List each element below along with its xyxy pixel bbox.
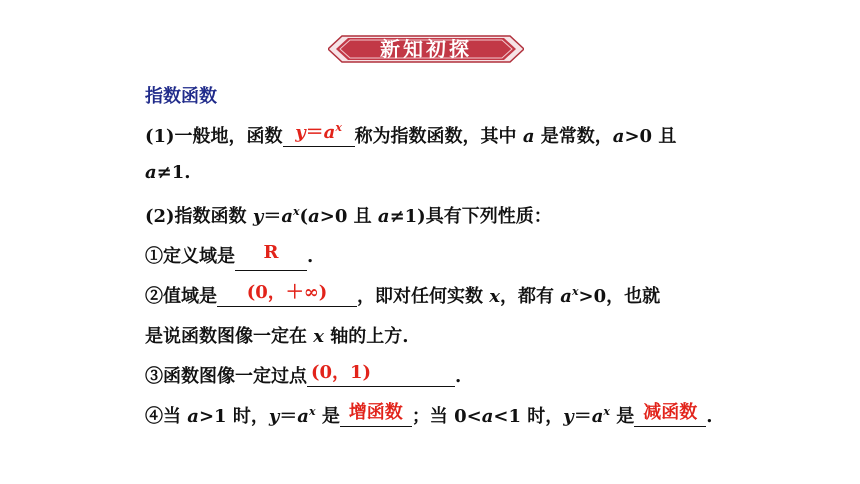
answer-y: y (295, 122, 306, 143)
p1-mid2: 是常数， (540, 126, 613, 147)
prop4-cond1: >1 时， (198, 406, 269, 427)
prop3-suffix: . (455, 366, 462, 387)
prop4-mid: ；当 0< (411, 406, 482, 427)
section-banner (328, 34, 524, 64)
prop3-prefix: ③函数图像一定过点 (145, 366, 307, 387)
prop2-prefix: ②值域是 (145, 286, 217, 307)
answer-blank-range (217, 284, 357, 307)
prop4-is2: 是 (616, 406, 635, 427)
answer-range: (0，＋∞) (246, 282, 328, 303)
paragraph-1-line-2 (145, 162, 191, 183)
prop2-sup: x (571, 285, 579, 298)
prop1-suffix: . (307, 246, 314, 267)
p2-a: a (281, 206, 293, 227)
p1-line2-rest: ≠1. (156, 162, 191, 183)
p1-line2-a: a (145, 162, 157, 183)
prop4-a2: a (297, 406, 309, 427)
p1-prefix: (1)一般地，函数 (145, 126, 283, 147)
answer-point: (0，1) (310, 362, 372, 383)
p2-a2: a (308, 206, 320, 227)
answer-a: a (323, 122, 336, 143)
p2-x: x (292, 205, 300, 218)
answer-blank-point (307, 364, 455, 387)
paragraph-2 (145, 202, 552, 228)
section-heading: 指数函数 (145, 86, 217, 107)
p2-prefix: (2)指数函数 (145, 206, 247, 227)
p1-mid3: >0 且 (624, 126, 677, 147)
prop4-sup2: x (603, 405, 610, 418)
p2-a3: a (377, 206, 390, 227)
p2-eq: ＝ (263, 206, 282, 227)
prop4-eq1: ＝ (279, 406, 298, 427)
answer-blank-decreasing (634, 404, 706, 427)
prop2-line2-prefix: 是说函数图像一定在 (145, 326, 307, 347)
prop2-x: x (489, 286, 501, 307)
prop2-line2-suffix: 轴的上方. (330, 326, 409, 347)
banner-title: 新知初探 (380, 37, 472, 61)
answer-decreasing: 减函数 (643, 402, 698, 423)
property-2-line-1 (145, 282, 660, 308)
answer-domain: R (263, 242, 279, 263)
prop2-mid2: ，都有 (500, 286, 555, 307)
prop2-a: a (560, 286, 572, 307)
prop2-mid: ，即对任何实数 (357, 286, 483, 307)
paragraph-1-line-1 (145, 122, 676, 148)
prop4-sup1: x (308, 405, 316, 418)
p2-y: y (252, 206, 264, 227)
property-3 (145, 362, 461, 388)
prop4-y1: y (268, 406, 280, 427)
p2-paren: ( (299, 206, 309, 227)
p1-var-a: a (522, 126, 535, 147)
answer-x: x (335, 121, 342, 134)
prop1-prefix: ①定义域是 (145, 246, 235, 267)
p2-mid: >0 且 (319, 206, 372, 227)
answer-increasing: 增函数 (348, 402, 403, 423)
p2-suffix: ≠1)具有下列性质： (389, 206, 552, 227)
prop4-eq2: ＝ (573, 406, 592, 427)
prop4-a4: a (591, 406, 604, 427)
property-4 (145, 402, 713, 428)
prop4-is1: 是 (321, 406, 340, 427)
answer-blank-increasing (340, 404, 412, 427)
prop4-y2: y (563, 406, 574, 427)
prop4-a3: a (481, 406, 494, 427)
p1-var-a2: a (612, 126, 625, 147)
property-2-line-2 (145, 322, 409, 348)
answer-eq: ＝ (305, 122, 324, 143)
prop2-suffix: >0，也就 (578, 286, 661, 307)
answer-blank-domain (235, 242, 307, 271)
p1-mid1: 称为指数函数，其中 (354, 126, 517, 147)
prop4-a1: a (187, 406, 199, 427)
answer-blank-function (283, 121, 355, 147)
prop4-prefix: ④当 (145, 406, 181, 427)
prop4-cond2: <1 时， (493, 406, 564, 427)
prop4-suffix: . (706, 406, 713, 427)
property-1 (145, 242, 313, 271)
prop2-line2-x: x (313, 326, 325, 347)
